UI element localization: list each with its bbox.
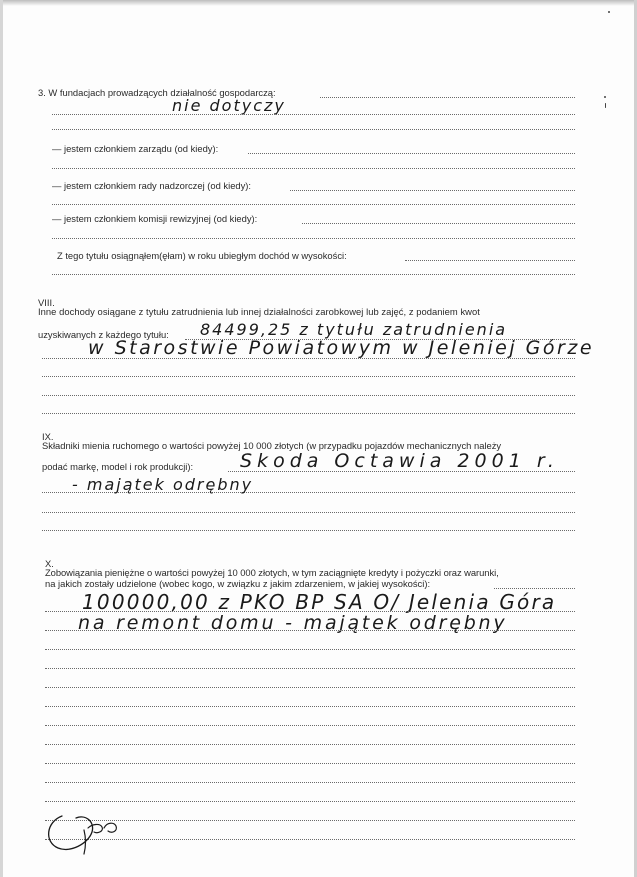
fill-line	[45, 763, 575, 764]
fill-line	[52, 238, 575, 239]
section-8-answer: w Starostwie Powiatowym w Jeleniej Górze	[88, 337, 595, 359]
section-3-title: 3. W fundacjach prowadzących działalność gospodarczą:	[38, 87, 276, 98]
fill-line	[42, 512, 575, 513]
section-3-answer: nie dotyczy	[172, 96, 286, 115]
fill-line	[45, 725, 575, 726]
fill-line	[45, 630, 575, 631]
scan-top-shadow	[0, 0, 637, 6]
section-9-number: IX.	[42, 431, 54, 442]
section-9-answer: Skoda Octawia 2001 r.	[240, 450, 559, 472]
fill-line	[42, 395, 575, 396]
section-10-answer: na remont domu - majątek odrębny	[78, 612, 508, 634]
scan-speck	[604, 96, 606, 98]
section-9-text: podać markę, model i rok produkcji):	[42, 461, 194, 472]
fill-line	[248, 153, 575, 154]
fill-line	[45, 687, 575, 688]
scan-left-edge	[0, 0, 3, 877]
income-label: Z tego tytułu osiągnąłem(ęłam) w roku ubiegłym dochód w wysokości:	[57, 250, 347, 261]
scan-speck	[605, 103, 606, 108]
fill-line	[45, 649, 575, 650]
fill-line	[45, 782, 575, 783]
fill-line	[42, 413, 575, 414]
section-10-text: na jakich zostały udzielone (wobec kogo, w związku z jakim zdarzeniem, w jakiej wysokości):	[45, 578, 431, 589]
supervisory-member-label: — jestem członkiem rady nadzorczej (od kiedy):	[52, 180, 252, 191]
fill-line	[52, 114, 575, 115]
section-8-text: Inne dochody osiągane z tytułu zatrudnienia lub innej działalności zarobkowej lub zajęć, z podaniem kwot	[38, 306, 480, 317]
fill-line	[494, 588, 575, 589]
fill-line	[42, 376, 575, 377]
section-8-text: uzyskiwanych z każdego tytułu:	[38, 329, 169, 340]
fill-line	[405, 260, 575, 261]
section-8-answer: 84499,25 z tytułu zatrudnienia	[200, 320, 508, 339]
fill-line	[45, 668, 575, 669]
board-member-label: — jestem członkiem zarządu (od kiedy):	[52, 143, 219, 154]
section-9-answer: - majątek odrębny	[72, 475, 254, 494]
fill-line	[45, 744, 575, 745]
section-10-text: Zobowiązania pieniężne o wartości powyżej 10 000 złotych, w tym zaciągnięte kredyty i pożyczki oraz warunki,	[45, 567, 499, 578]
fill-line	[320, 97, 575, 98]
fill-line	[52, 129, 575, 130]
fill-line	[52, 168, 575, 169]
fill-line	[302, 223, 575, 224]
section-8-number: VIII.	[38, 297, 55, 308]
fill-line	[45, 706, 575, 707]
fill-line	[42, 530, 575, 531]
fill-line	[52, 204, 575, 205]
audit-member-label: — jestem członkiem komisji rewizyjnej (od kiedy):	[52, 213, 258, 224]
section-10-number: X.	[45, 558, 54, 569]
section-10-answer: 100000,00 z PKO BP SA O/ Jelenia Góra	[82, 590, 557, 614]
fill-line	[290, 190, 575, 191]
fill-line	[52, 274, 575, 275]
section-9-text: Składniki mienia ruchomego o wartości powyżej 10 000 złotych (w przypadku pojazdów mechanicznych należy	[42, 440, 502, 451]
signature-initials	[40, 796, 130, 856]
scan-speck	[608, 11, 610, 13]
